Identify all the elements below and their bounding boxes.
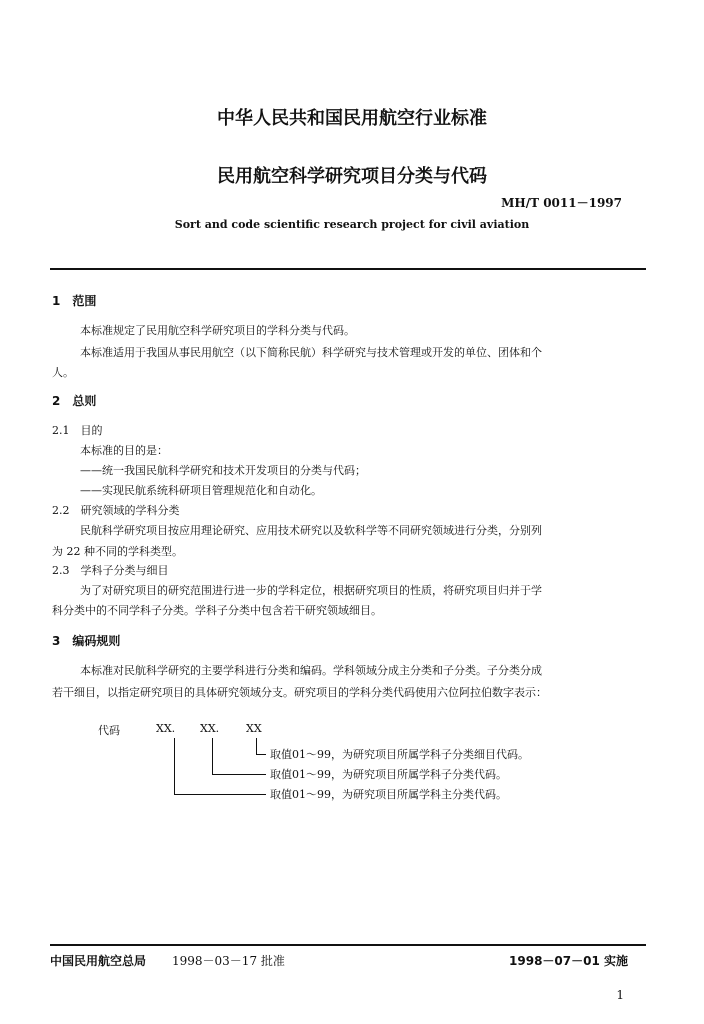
section-1-heading: 1 范围 [52,294,97,308]
code-part-1: XX. [156,722,176,735]
section-2-heading: 2 总则 [52,394,97,408]
section-1-paragraph-1: 本标准规定了民用航空科学研究项目的学科分类与代码。 [80,324,355,337]
section-2-1-item-1: ——统一我国民航科学研究和技术开发项目的分类与代码； [80,464,366,477]
section-2-1-heading: 2.1 目的 [52,424,103,437]
page-number: 1 [616,988,624,1002]
section-1-paragraph-2-line-2: 人。 [52,366,74,379]
section-2-3-line-2: 科分类中的不同学科子分类。学科子分类中包含若干研究领域细目。 [52,604,382,617]
header-rule [50,268,646,270]
code-part-1-description: 取值01～99，为研究项目所属学科主分类代码。 [270,788,507,801]
section-2-1-intro: 本标准的目的是： [80,444,168,457]
connector-1-vertical [174,738,175,794]
section-1-paragraph-2-line-1: 本标准适用于我国从事民用航空（以下简称民航）科学研究与技术管理或开发的单位、团体和个 [80,346,542,359]
approval-date: 1998－03－17 批准 [172,954,285,968]
effective-date: 1998－07－01 实施 [509,954,628,968]
section-3-heading: 3 编码规则 [52,634,121,648]
code-part-2-description: 取值01～99，为研究项目所属学科子分类代码。 [270,768,507,781]
section-2-3-heading: 2.3 学科子分类与细目 [52,564,169,577]
section-2-2-heading: 2.2 研究领域的学科分类 [52,504,180,517]
standard-code: MH/T 0011－1997 [501,196,622,210]
section-3-line-1: 本标准对民航科学研究的主要学科进行分类和编码。学科领域分成主分类和子分类。子分类分成 [80,664,542,677]
standard-title: 中华人民共和国民用航空行业标准 [217,108,487,129]
section-2-2-line-2: 为 22 种不同的学科类型。 [52,545,183,558]
section-2-3-line-1: 为了对研究项目的研究范围进行进一步的学科定位，根据研究项目的性质，将研究项目归并于学 [80,584,542,597]
connector-3-horizontal [256,754,266,755]
section-2-1-item-2: ——实现民航系统科研项目管理规范化和自动化。 [80,484,322,497]
connector-2-vertical [212,738,213,774]
issuer: 中国民用航空总局 [50,954,147,968]
connector-1-horizontal [174,794,266,795]
code-part-3-description: 取值01～99，为研究项目所属学科子分类细目代码。 [270,748,529,761]
code-structure-diagram [90,722,650,812]
section-3-line-2: 若干细目，以指定研究项目的具体研究领域分支。研究项目的学科分类代码使用六位阿拉伯数字表示： [52,686,547,699]
code-part-3: XX [246,722,262,735]
document-title: 民用航空科学研究项目分类与代码 [217,166,487,187]
section-2-2-line-1: 民航科学研究项目按应用理论研究、应用技术研究以及软科学等不同研究领域进行分类，分别列 [80,524,542,537]
code-label: 代码 [98,724,120,737]
footer-rule [50,944,646,946]
connector-3-vertical [256,738,257,754]
english-title: Sort and code scientific research project for civil aviation [174,218,530,231]
code-part-2: XX. [200,722,220,735]
connector-2-horizontal [212,774,266,775]
